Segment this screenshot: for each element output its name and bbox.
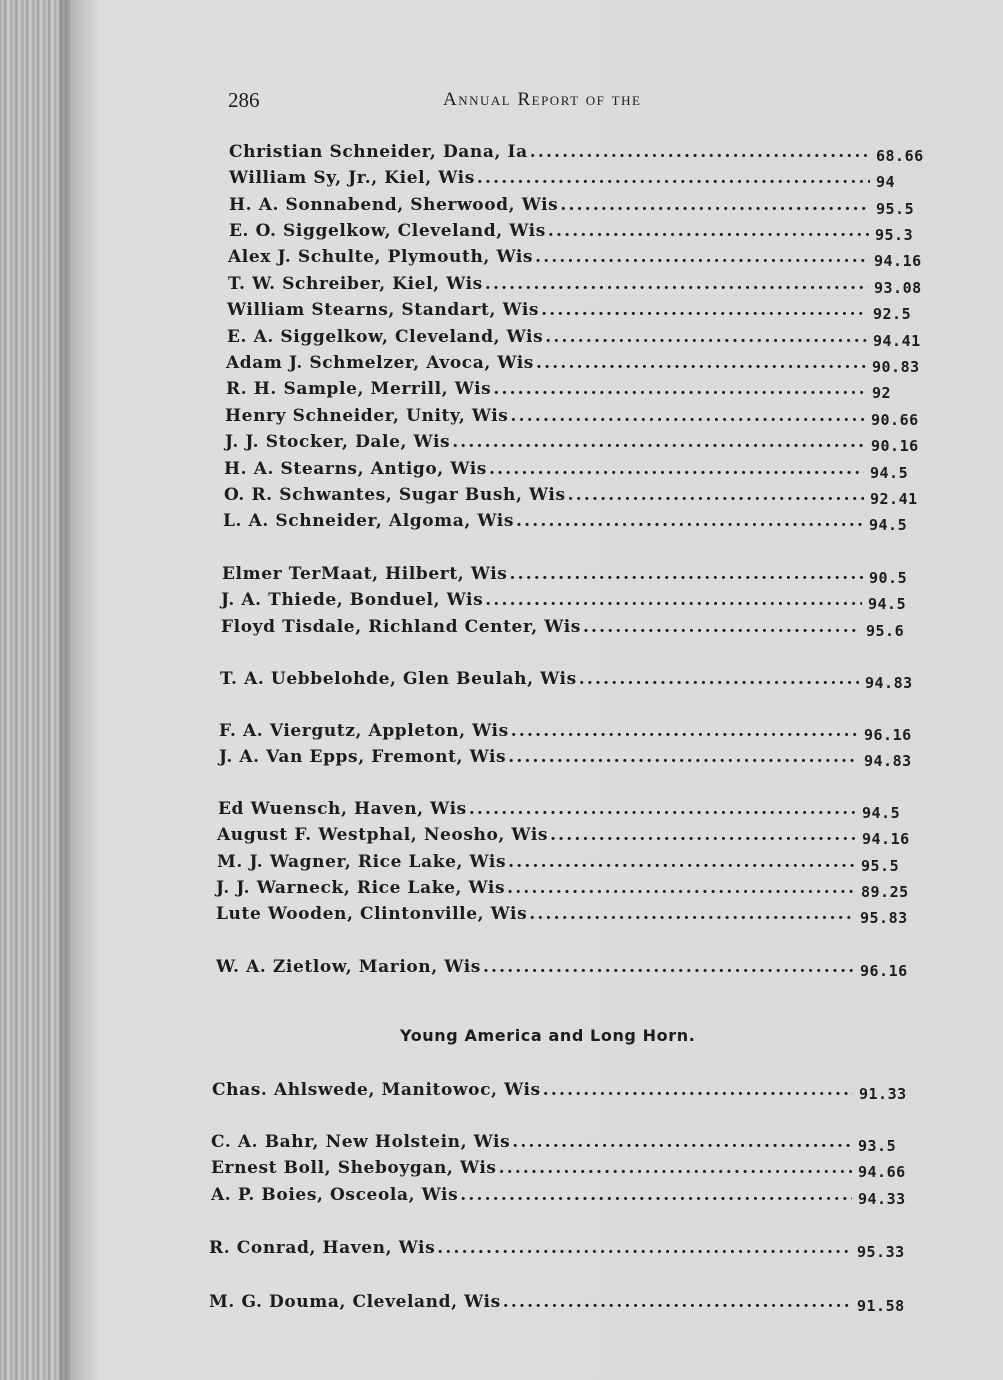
dot-leader	[437, 1238, 851, 1258]
entry-score: 95.6	[866, 622, 905, 640]
list-item	[216, 878, 919, 904]
entry-name: L. A. Schneider, Algoma, Wis	[223, 511, 515, 531]
list-item	[227, 327, 931, 353]
dot-leader	[452, 432, 865, 452]
entry-name: R. Conrad, Haven, Wis	[209, 1238, 436, 1258]
dot-leader	[499, 1158, 852, 1178]
page-number: 286	[228, 88, 260, 112]
dot-leader	[508, 852, 855, 872]
entry-score: 90.83	[872, 358, 920, 376]
entry-name: Ernest Boll, Sheboygan, Wis	[211, 1158, 497, 1178]
entry-name: E. O. Siggelkow, Cleveland, Wis	[229, 221, 546, 241]
list-item	[229, 168, 934, 194]
entry-score: 94.5	[870, 464, 909, 482]
entry-score: 92.5	[873, 305, 912, 323]
entry-name: H. A. Stearns, Antigo, Wis	[224, 459, 487, 479]
dot-leader	[469, 799, 856, 819]
list-item	[226, 353, 930, 379]
dot-leader	[550, 825, 856, 845]
list-item	[222, 564, 927, 590]
dot-leader	[508, 747, 858, 767]
dot-leader	[485, 274, 868, 294]
dot-leader	[489, 459, 864, 479]
entry-score: 91.58	[857, 1297, 905, 1315]
entry-name: William Stearns, Standart, Wis	[227, 300, 540, 320]
entry-score: 89.25	[861, 883, 909, 901]
entry-score: 95.3	[875, 226, 914, 244]
entry-name: C. A. Bahr, New Holstein, Wis	[211, 1132, 511, 1152]
dot-leader	[493, 379, 866, 399]
dot-leader	[477, 168, 870, 188]
entry-name: Floyd Tisdale, Richland Center, Wis	[221, 617, 581, 637]
list-item	[228, 274, 932, 300]
list-item	[219, 747, 922, 773]
entry-name: A. P. Boies, Osceola, Wis	[211, 1185, 459, 1205]
dot-leader	[507, 878, 855, 898]
entry-score: 92	[872, 384, 892, 402]
entry-name: J. J. Stocker, Dale, Wis	[225, 432, 451, 452]
list-item	[224, 485, 928, 511]
entry-name: T. A. Uebbelohde, Glen Beulah, Wis	[220, 669, 577, 689]
list-item	[219, 721, 922, 747]
entry-name: J. A. Thiede, Bonduel, Wis	[221, 590, 484, 610]
entry-name: Alex J. Schulte, Plymouth, Wis	[228, 247, 534, 267]
entry-name: H. A. Sonnabend, Sherwood, Wis	[229, 195, 559, 215]
entry-name: O. R. Schwantes, Sugar Bush, Wis	[224, 485, 566, 505]
entry-name: T. W. Schreiber, Kiel, Wis	[228, 274, 483, 294]
list-item	[217, 825, 920, 851]
dot-leader	[548, 221, 869, 241]
entry-name: E. A. Siggelkow, Cleveland, Wis	[227, 327, 544, 347]
list-item	[216, 904, 918, 930]
dot-leader	[503, 1292, 851, 1312]
running-title: Annual Report of the	[443, 89, 642, 110]
entry-name: M. G. Douma, Cleveland, Wis	[209, 1292, 501, 1312]
entry-score: 94.33	[858, 1190, 906, 1208]
list-item	[212, 1080, 917, 1106]
entry-score: 95.5	[876, 200, 915, 218]
gutter-shadow	[60, 0, 100, 1380]
dot-leader	[545, 327, 867, 347]
list-item	[224, 459, 928, 485]
entry-score: 94.16	[862, 830, 910, 848]
list-item	[229, 195, 934, 221]
list-item	[227, 300, 931, 326]
list-item	[209, 1292, 915, 1318]
entry-score: 94.5	[869, 516, 908, 534]
entry-score: 68.66	[876, 147, 924, 165]
list-item	[221, 617, 924, 643]
dot-leader	[509, 564, 863, 584]
entry-name: Christian Schneider, Dana, Ia	[229, 142, 528, 162]
list-item	[225, 432, 929, 458]
dot-leader	[535, 247, 868, 267]
dot-leader	[511, 721, 858, 741]
entry-score: 95.33	[857, 1243, 905, 1261]
list-item	[211, 1158, 916, 1184]
dot-leader	[516, 511, 863, 531]
entry-name: Chas. Ahlswede, Manitowoc, Wis	[212, 1080, 541, 1100]
entry-name: Lute Wooden, Clintonville, Wis	[216, 904, 528, 924]
dot-leader	[543, 1080, 853, 1100]
entry-score: 94.16	[874, 252, 922, 270]
entry-name: J. A. Van Epps, Fremont, Wis	[219, 747, 507, 767]
dot-leader	[568, 485, 864, 505]
entry-score: 94.5	[868, 595, 907, 613]
entry-score: 91.33	[859, 1085, 907, 1103]
dot-leader	[529, 904, 854, 924]
entry-name: R. H. Sample, Merrill, Wis	[226, 379, 492, 399]
dot-leader	[485, 590, 862, 610]
list-item	[220, 669, 923, 695]
dot-leader	[560, 195, 870, 215]
dot-leader	[536, 353, 866, 373]
dot-leader	[530, 142, 870, 162]
entry-name: M. J. Wagner, Rice Lake, Wis	[217, 852, 507, 872]
entry-name: Ed Wuensch, Haven, Wis	[218, 799, 467, 819]
entry-name: J. J. Warneck, Rice Lake, Wis	[216, 878, 506, 898]
entry-name: August F. Westphal, Neosho, Wis	[217, 825, 549, 845]
entry-score: 94.83	[865, 674, 913, 692]
list-item	[211, 1185, 916, 1211]
entry-name: W. A. Zietlow, Marion, Wis	[216, 957, 481, 977]
entry-score: 94.66	[858, 1163, 906, 1181]
entry-score: 90.5	[869, 569, 908, 587]
list-item	[225, 406, 929, 432]
entry-name: William Sy, Jr., Kiel, Wis	[229, 168, 475, 188]
section-heading: Young America and Long Horn.	[400, 1026, 696, 1045]
dot-leader	[579, 669, 859, 689]
dot-leader	[541, 300, 867, 320]
list-item	[216, 957, 918, 983]
entry-score: 94.41	[873, 332, 921, 350]
entry-name: F. A. Viergutz, Appleton, Wis	[219, 721, 509, 741]
list-item	[209, 1238, 915, 1264]
list-item	[229, 221, 933, 247]
list-item	[223, 511, 927, 537]
entry-score: 93.08	[874, 279, 922, 297]
list-item	[217, 852, 919, 878]
entry-name: Elmer TerMaat, Hilbert, Wis	[222, 564, 508, 584]
list-item	[211, 1132, 916, 1158]
entry-score: 94.5	[862, 804, 901, 822]
running-head	[228, 88, 788, 116]
entry-score: 94	[876, 173, 896, 191]
entry-name: Adam J. Schmelzer, Avoca, Wis	[226, 353, 534, 373]
entry-score: 96.16	[864, 726, 912, 744]
list-item	[226, 379, 930, 405]
dot-leader	[510, 406, 865, 426]
entry-score: 96.16	[860, 962, 908, 980]
entry-score: 92.41	[870, 490, 918, 508]
entry-score: 90.66	[871, 411, 919, 429]
entry-name: Henry Schneider, Unity, Wis	[225, 406, 509, 426]
dot-leader	[512, 1132, 852, 1152]
dot-leader	[460, 1185, 852, 1205]
entry-score: 95.5	[861, 857, 900, 875]
entry-score: 95.83	[860, 909, 908, 927]
list-item	[221, 590, 926, 616]
entry-score: 90.16	[871, 437, 919, 455]
list-item	[218, 799, 920, 825]
entry-score: 93.5	[858, 1137, 897, 1155]
list-item	[228, 247, 932, 273]
list-item	[229, 142, 934, 168]
dot-leader	[583, 617, 860, 637]
dot-leader	[483, 957, 854, 977]
entry-score: 94.83	[864, 752, 912, 770]
